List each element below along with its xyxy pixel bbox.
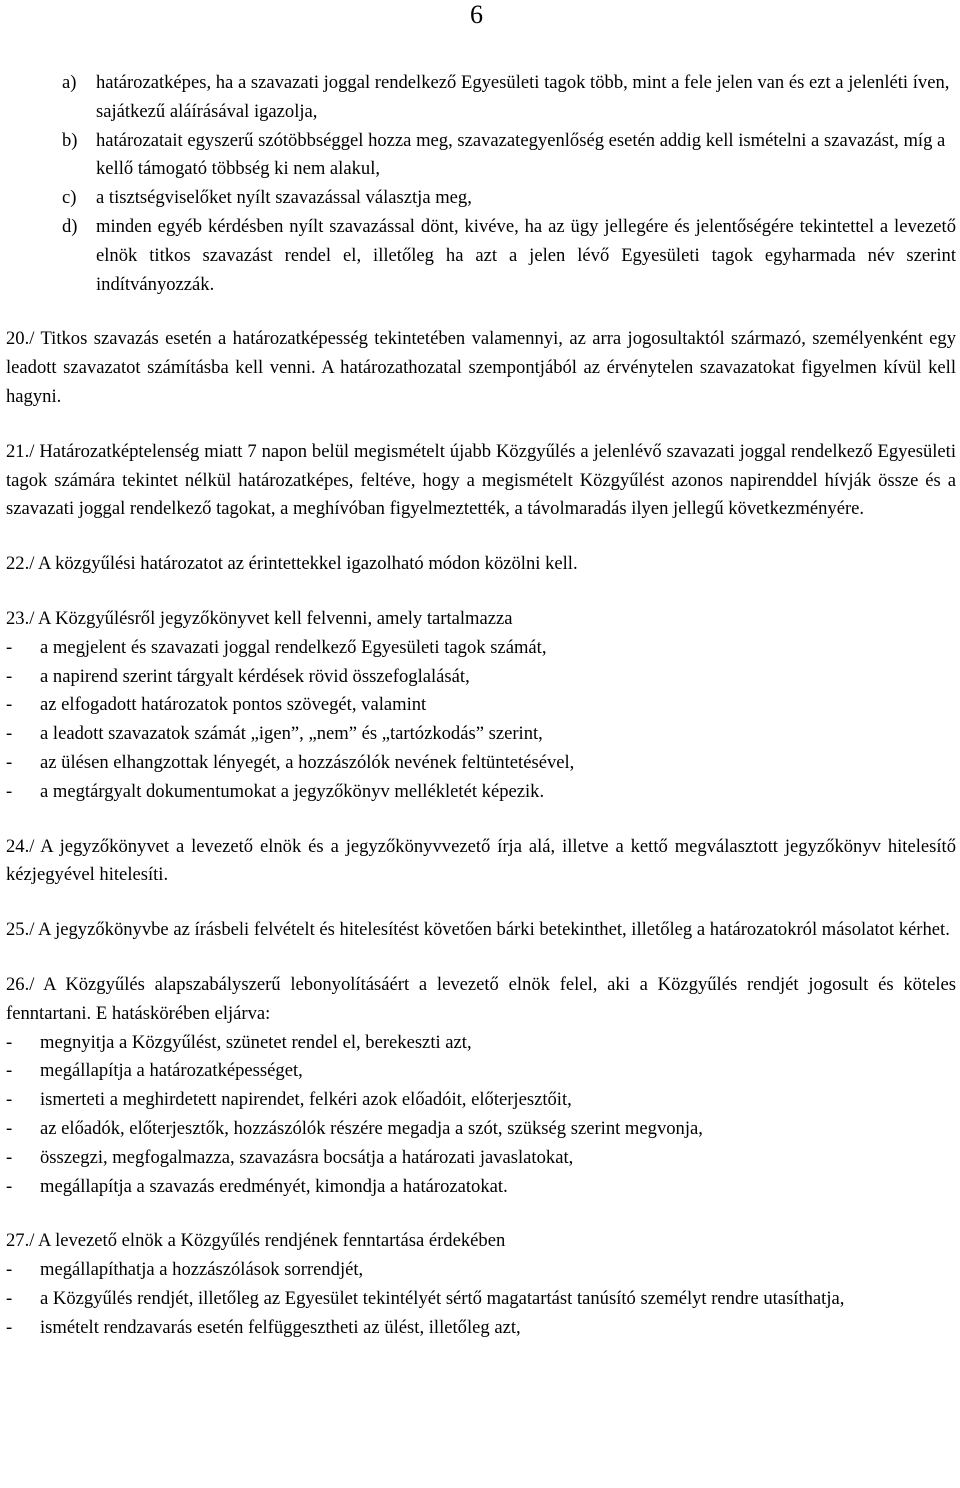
dash-label: - [6,1060,13,1082]
list-item [6,691,956,720]
dash-label: - [6,1117,13,1139]
list-item [6,749,956,778]
list-item [6,1173,956,1202]
dash-label: - [6,1031,13,1053]
list-item-text: megállapíthatja a hozzászólások sorrendjét, [40,1259,364,1281]
dash-label: - [6,636,13,658]
dash-label: - [6,1287,13,1309]
list-item-text: a tisztségviselőket nyílt szavazással választja meg, [96,187,472,209]
list-item-c [62,184,956,213]
list-item-text: megnyitja a Közgyűlést, szünetet rendel el, berekeszti azt, [40,1031,472,1053]
paragraph-26: 26./ A Közgyűlés alapszabályszerű lebonyolításáért a levezető elnök felel, aki a Közgyűlés rendjét jogosult és köteles fenntartani. E hatáskörében eljárva: [6,973,956,1024]
dash-label: - [6,1316,13,1338]
list-item-text: a megjelent és szavazati joggal rendelkező Egyesületi tagok számát, [40,636,547,658]
paragraph-25: 25./ A jegyzőkönyvbe az írásbeli felvételt és hitelesítést követően bárki betekinthet, illetőleg a határozatokról másolatot kérhet. [6,919,950,941]
paragraph-24: 24./ A jegyzőkönyvet a levezető elnök és a jegyzőkönyvvezető írja alá, illetve a kettő megválasztott jegyzőkönyv hitelesítő kézjegyével hitelesíti. [6,835,956,886]
list-item [6,634,956,663]
dash-label: - [6,1089,13,1111]
list-item [6,1314,956,1343]
list-item-d [62,213,956,299]
paragraph-23: 23./ A Közgyűlésről jegyzőkönyvet kell felvenni, amely tartalmazza [6,607,513,629]
dash-label: - [6,665,13,687]
list-item-text: a Közgyűlés rendjét, illetőleg az Egyesület tekintélyét sértő magatartást tanúsító személyt rendre utasíthatja, [40,1287,845,1309]
list-item-text: minden egyéb kérdésben nyílt szavazással dönt, kivéve, ha az ügy jellegére és jelentőségére tekintettel a levezető elnök titkos szavazást rendel el, illetőleg ha azt a jelen lévő Egyesületi tagok egyharmada név szerint indítványozzák. [96,215,956,295]
list-item [6,1029,956,1058]
list-item-label: c) [62,187,77,209]
list-item-text: az előadók, előterjesztők, hozzászólók részére megadja a szót, szükség szerint megvonja, [40,1117,703,1139]
dash-label: - [6,1146,13,1168]
list-item [6,1285,956,1314]
list-item-text: határozatait egyszerű szótöbbséggel hozza meg, szavazategyenlőség esetén addig kell ismételni a szavazást, míg a kellő támogató többség ki nem alakul, [96,129,946,180]
list-item-text: összegzi, megfogalmazza, szavazásra bocsátja a határozati javaslatokat, [40,1146,574,1168]
list-abcd [6,69,956,299]
list-item-b [62,127,956,185]
dash-label: - [6,780,13,802]
list-item-text: ismerteti a meghirdetett napirendet, felkéri azok előadóit, előterjesztőit, [40,1089,572,1111]
dash-label: - [6,694,13,716]
list-item [6,663,956,692]
list-item-label: a) [62,72,77,93]
paragraph-27: 27./ A levezető elnök a Közgyűlés rendjének fenntartása érdekében [6,1230,506,1252]
document-body [6,69,956,1342]
list-item [6,720,956,749]
dash-label: - [6,1259,13,1281]
list-item-text: megállapítja a szavazás eredményét, kimondja a határozatokat. [40,1175,508,1197]
list-item [6,1115,956,1144]
list-item [6,1057,956,1086]
page-number: 6 [470,0,483,29]
list-27 [6,1256,956,1342]
list-item [6,1256,956,1285]
list-item [6,1144,956,1173]
list-item-text: a megtárgyalt dokumentumokat a jegyzőkönyv mellékletét képezik. [40,780,545,802]
list-item-label: b) [62,129,78,151]
paragraph-21: 21./ Határozatképtelenség miatt 7 napon belül megismételt újabb Közgyűlés a jelenlévő szavazati joggal rendelkező Egyesületi tagok számára tekintet nélkül határozatképes, feltéve, hogy a megismételt Közgyűlést azonos napirenddel hívják össze és a szavazati joggal rendelkező tagokat, a meghívóban figyelmeztették, a távolmaradás ilyen jellegű következményére. [6,440,956,520]
list-item [6,778,956,807]
list-item-label: d) [62,215,78,237]
list-item-text: a napirend szerint tárgyalt kérdések rövid összefoglalását, [40,665,470,687]
dash-label: - [6,1175,13,1197]
dash-label: - [6,751,13,773]
list-26 [6,1029,956,1202]
list-item-text: határozatképes, ha a szavazati joggal rendelkező Egyesületi tagok több, mint a fele jelen van és ezt a jelenléti íven, sajátkezű aláírásával igazolja, [96,72,950,122]
paragraph-22: 22./ A közgyűlési határozatot az érintettekkel igazolható módon közölni kell. [6,553,578,575]
list-item-text: az ülésen elhangzottak lényegét, a hozzászólók nevének feltüntetésével, [40,751,575,773]
dash-label: - [6,723,13,745]
list-23 [6,634,956,807]
list-item-text: megállapítja a határozatképességet, [40,1060,303,1082]
list-item-text: ismételt rendzavarás esetén felfüggesztheti az ülést, illetőleg azt, [40,1316,521,1338]
list-item-text: a leadott szavazatok számát „igen”, „nem” és „tartózkodás” szerint, [40,723,543,745]
list-item-a [62,69,956,127]
list-item-text: az elfogadott határozatok pontos szövegét, valamint [40,694,427,716]
list-item [6,1086,956,1115]
paragraph-20: 20./ Titkos szavazás esetén a határozatképesség tekintetében valamennyi, az arra jogosultaktól származó, személyenként egy leadott szavazatot számításba kell venni. A határozathozatal szempontjából az érvénytelen szavazatokat figyelmen kívül kell hagyni. [6,328,956,407]
